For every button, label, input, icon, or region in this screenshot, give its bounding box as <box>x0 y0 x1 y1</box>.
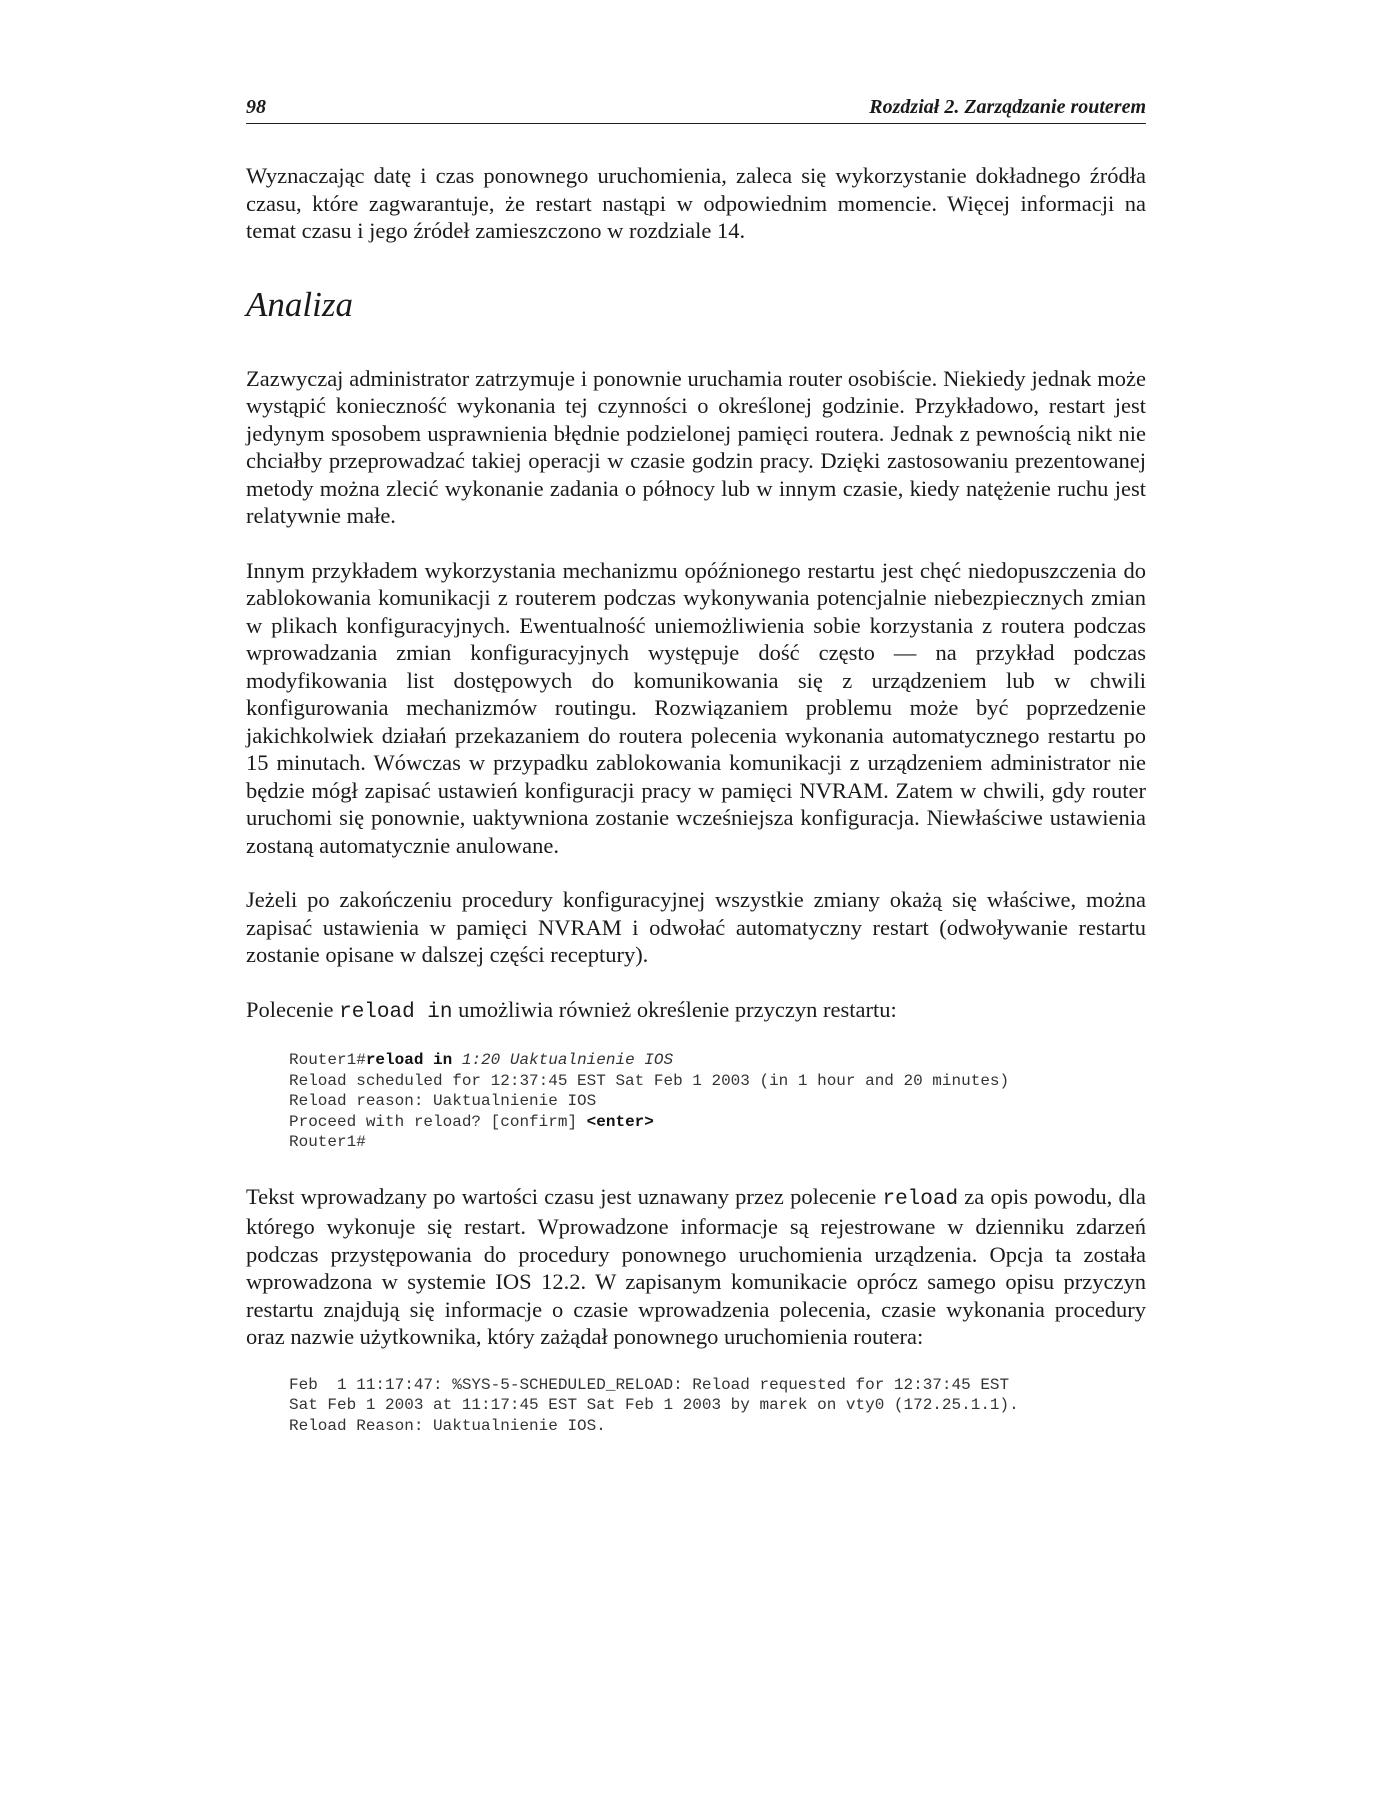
code-line: Proceed with reload? [confirm] <box>289 1112 587 1131</box>
code-argument: 1:20 Uaktualnienie IOS <box>461 1051 674 1069</box>
paragraph-analysis-intro: Zazwyczaj administrator zatrzymuje i ponownie uruchamia router osobiście. Niekiedy jednak może wystąpić konieczność wykonania tej czynności o określonej godzinie. Przykładowo, restart jest jedynym sposobem usprawnienia błędnie podzielonej pamięci routera. Jednak z pewnością nikt nie chciałby przeprowadzać takiej operacji w czasie godzin pracy. Dzięki zastosowaniu prezentowanej metody można zlecić wykonanie zadania o północy lub w innym czasie, kiedy natężenie ruchu jest relatywnie małe. <box>246 365 1146 528</box>
code-line: Reload scheduled for 12:37:45 EST Sat Feb 1 2003 (in 1 hour and 20 minutes) <box>289 1071 1010 1090</box>
code-line: Reload Reason: Uaktualnienie IOS. <box>289 1416 606 1435</box>
section-heading: Analiza <box>246 284 353 324</box>
code-line: Reload reason: Uaktualnienie IOS <box>289 1092 597 1110</box>
paragraph-time-source: Wyznaczając datę i czas ponownego uruchomienia, zaleca się wykorzystanie dokładnego źródła czasu, które zagwarantuje, że restart nastąpi w odpowiednim momencie. Więcej informacji na temat czasu i jego źródeł zamieszczono w rozdziale 14. <box>246 163 1146 243</box>
code-line: Sat Feb 1 2003 at 11:17:45 EST Sat Feb 1 2003 by marek on vty0 (172.25.1.1). <box>289 1396 1019 1414</box>
paragraph-delayed-restart: Innym przykładem wykorzystania mechanizmu opóźnionego restartu jest chęć niedopuszczenia do zablokowania komunikacji z routerem podczas wykonywania potencjalnie niebezpiecznych zmian w plikach konfiguracyjnych. Ewentualność uniemożliwienia sobie korzystania z routera podczas wprowadzania zmian konfiguracyjnych występuje dość często — na przykład podczas modyfikowania list dostępowych do komunikowania się z urządzeniem lub w chwili konfigurowania mechanizmów routingu. Rozwiązaniem problemu może być poprzedzenie jakichkolwiek działań przekazaniem do routera polecenia wykonania automatycznego restartu po 15 minutach. Wówczas w przypadku zablokowania komunikacji z urządzeniem administrator nie będzie mógł zapisać ustawień konfiguracji pracy w pamięci NVRAM. Zatem w chwili, gdy router uruchomi się ponownie, uaktywniona zostanie wcześniejsza konfiguracja. Niewłaściwe ustawienia zostaną automatycznie anulowane. <box>246 557 1146 858</box>
paragraph-reload-log <box>246 1183 1146 1351</box>
text-segment: Tekst wprowadzany po wartości czasu jest uznawany przez polecenie <box>246 1183 883 1209</box>
page-number: 98 <box>246 96 266 118</box>
code-prompt: Router1# <box>289 1051 366 1069</box>
text-segment: umożliwia również określenie przyczyn restartu: <box>452 996 897 1022</box>
code-command: reload in <box>365 1051 453 1069</box>
book-page <box>246 96 1146 1436</box>
inline-code: reload in <box>339 1000 453 1024</box>
paragraph-reload-in <box>246 996 1146 1027</box>
code-listing-log <box>246 1375 1146 1437</box>
paragraph-save-nvram: Jeżeli po zakończeniu procedury konfiguracyjnej wszystkie zmiany okażą się właściwe, można zapisać ustawienia w pamięci NVRAM i odwołać automatyczny restart (odwoływanie restartu zostanie opisane w dalszej części receptury). <box>246 887 1146 967</box>
code-key: <enter> <box>586 1112 654 1131</box>
code-line: Feb 1 11:17:47: %SYS-5-SCHEDULED_RELOAD: Reload requested for 12:37:45 EST <box>289 1375 1010 1394</box>
code-line: Router1# <box>289 1133 366 1151</box>
text-segment: za opis powodu, dla którego wykonuje się restart. Wprowadzone informacje są rejestrowane w dzienniku zdarzeń podczas przystępowania do procedury ponownego uruchomienia urządzenia. Opcja ta została wprowadzona w systemie IOS 12.2. W zapisanym komunikacie oprócz samego opisu przyczyn restartu znajdują się informacje o czasie wprowadzenia polecenia, czasie wykonania procedury oraz nazwie użytkownika, który zażądał ponownego uruchomienia routera: <box>246 1183 1146 1349</box>
code-listing-reload <box>246 1050 1146 1153</box>
inline-code: reload <box>882 1187 959 1211</box>
text-segment: Polecenie <box>246 996 340 1022</box>
chapter-title: Rozdział 2. Zarządzanie routerem <box>869 96 1146 118</box>
running-header <box>246 96 1146 124</box>
